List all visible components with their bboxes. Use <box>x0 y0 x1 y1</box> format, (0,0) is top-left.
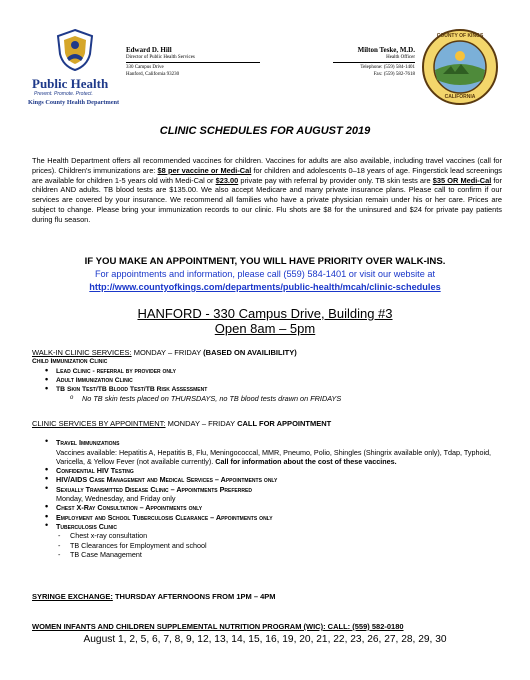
intro-text-2: for children and adolescents 0–18 years of age. Fingerstick lead screenings are available for children 1-5 years old with Medi-Cal or <box>32 165 503 185</box>
walkin-heading: WALK-IN CLINIC SERVICES: <box>32 348 132 357</box>
header-right-contact <box>333 46 415 78</box>
walkin-subnote: o No TB skin tests placed on THURSDAYS, no TB blood tests drawn on FRIDAYS <box>68 394 502 403</box>
hours-text: Open 8am – 5pm <box>214 321 316 336</box>
shield-logo-icon <box>55 28 95 72</box>
walkin-item: • Adult Immunization Clinic <box>42 376 502 385</box>
county-seal <box>421 28 499 106</box>
public-health-logo <box>30 28 120 108</box>
walkin-item: • TB Skin Test/TB Blood Test/TB Risk Assessment <box>42 385 502 394</box>
walkin-heading-line <box>32 348 502 357</box>
fax: Fax: (559) 582-7618 <box>373 72 415 77</box>
walkin-section <box>32 348 502 404</box>
appointment-section <box>32 419 502 559</box>
std-clinic-item <box>42 485 502 504</box>
price-lead: $23.00 <box>215 175 239 185</box>
location-text: HANFORD - 330 Campus Drive, Building #3 <box>137 306 393 321</box>
tb-sub-item: - TB Clearances for Employment and school <box>56 541 502 550</box>
travel-call: Call for information about the cost of these vaccines. <box>215 456 397 466</box>
header-divider-left <box>126 62 260 63</box>
appointment-list <box>42 438 502 559</box>
director-role: Director of Public Health Services <box>126 55 195 60</box>
intro-text-4: for children AND adults. TB blood tests are $135.00. We also accept Medicare and many private insurance plans. Please call to confirm if our services are covered by your insurance. We recommend all families who have a private physician remain under his or her care. Prices are subject to change. Please bring your immunization records to our clinic. Flu shots are $8 for the uninsured and $24 for private pay patients during flu season. <box>32 175 503 224</box>
appointment-info-line: For appointments and information, please call (559) 584-1401 or visit our website at <box>94 269 436 279</box>
price-tb: $35 OR Medi-Cal <box>432 175 492 185</box>
walkin-note: (BASED ON AVAILIBILITY) <box>203 348 297 357</box>
appointment-item: • HIV/AIDS Case Management and Medical Services – Appointments only <box>42 475 502 484</box>
appointment-note: CALL FOR APPOINTMENT <box>237 419 332 428</box>
hours-line <box>0 321 530 336</box>
logo-title: Public Health <box>32 76 109 91</box>
logo-tagline: Prevent. Promote. Protect. <box>34 91 93 97</box>
intro-text-1: The Health Department offers all recommended vaccines for children. Vaccines for adults are also available, including travel vaccines (call for prices). Children's immunizations are: <box>32 156 502 175</box>
syringe-section <box>32 592 276 601</box>
travel-immunizations-item <box>42 438 502 466</box>
intro-text-3: private pay with referral by provider only. TB skin tests are <box>238 175 433 185</box>
location-line <box>0 306 530 321</box>
appointment-item: • Employment and School Tuberculosis Clearance – Appointments only <box>42 513 502 522</box>
tb-sub-item: - TB Case Management <box>56 550 502 559</box>
website-link[interactable]: http://www.countyofkings.com/departments/public-health/mcah/clinic-schedules <box>89 282 441 292</box>
std-clinic-days: Monday, Wednesday, and Friday only <box>56 494 176 504</box>
health-officer-role: Health Officer <box>386 55 415 60</box>
wic-heading: WOMEN INFANTS AND CHILDREN SUPPLEMENTAL NUTRITION PROGRAM (WIC): CALL: (559) 582-0180 <box>32 622 404 631</box>
appointment-heading: CLINIC SERVICES BY APPOINTMENT: <box>32 419 166 428</box>
director-name: Edward D. Hill <box>126 46 172 54</box>
syringe-heading: SYRINGE EXCHANGE: <box>32 592 113 601</box>
travel-description <box>56 448 502 467</box>
tb-clinic-title: • Tuberculosis Clinic <box>56 521 118 531</box>
appointment-item: • Chest X-Ray Consultation – Appointments only <box>42 503 502 512</box>
telephone: Telephone: (559) 584-1401 <box>360 65 415 70</box>
travel-text: Vaccines available: Hepatitis A, Hepatitis B, Flu, Meningococcal, MMR, Pneumo, Polio, Shingles (Shingrix available only), Tdap, Typhoid, Varicella, & Yellow Fever (not available currently). <box>56 447 492 466</box>
walkin-item: • Lead Clinic - referral by provider only <box>42 367 502 376</box>
header-divider-right <box>333 62 415 63</box>
walkin-list <box>42 367 502 395</box>
address-line-1: 330 Campus Drive <box>126 65 164 70</box>
seal-top-text: COUNTY OF KINGS <box>436 33 484 39</box>
seal-bottom-text: CALIFORNIA <box>444 94 476 100</box>
std-clinic-title: • Sexually Transmitted Disease Clinic – Appointments Preferred <box>56 484 252 494</box>
walkin-days: MONDAY – FRIDAY <box>131 348 204 357</box>
page-title: CLINIC SCHEDULES FOR AUGUST 2019 <box>159 125 371 137</box>
intro-paragraph <box>32 156 502 225</box>
appointment-item: • Confidential HIV Testing <box>42 466 502 475</box>
logo-department: Kings County Health Department <box>28 99 120 106</box>
appointment-heading-line <box>32 419 502 428</box>
tb-clinic-item <box>42 522 502 559</box>
walkin-priority-notice: IF YOU MAKE AN APPOINTMENT, YOU WILL HAVE PRIORITY OVER WALK-INS. <box>84 256 446 267</box>
appointment-days: MONDAY – FRIDAY <box>165 419 238 428</box>
travel-title: • Travel Immunizations <box>56 438 120 448</box>
syringe-text: THURSDAY AFTERNOONS FROM 1PM – 4PM <box>112 592 276 601</box>
walkin-subheading: Child Immunization Clinic <box>32 358 108 366</box>
header-left-contact <box>126 46 260 78</box>
wic-dates: August 1, 2, 5, 6, 7, 8, 9, 12, 13, 14, 15, 16, 19, 20, 21, 22, 23, 26, 27, 28, 29, 30 <box>83 634 447 645</box>
tb-sub-item: - Chest x-ray consultation <box>56 531 502 540</box>
address-line-2: Hanford, California 93230 <box>126 72 180 77</box>
price-children: $8 per vaccine or Medi-Cal <box>157 165 252 175</box>
health-officer-name: Milton Teske, M.D. <box>357 46 415 54</box>
